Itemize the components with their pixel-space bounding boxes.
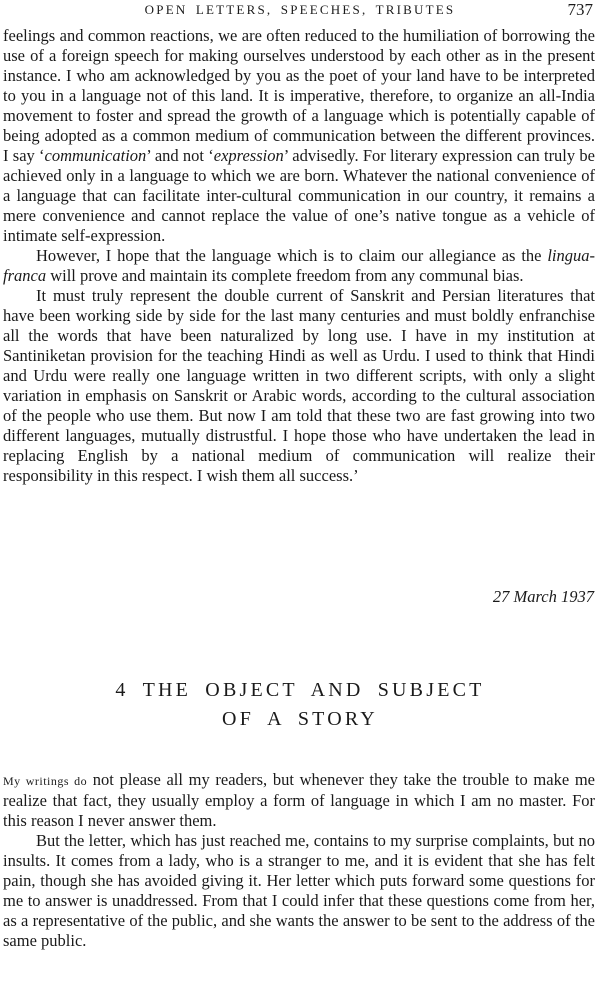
emphasis-expression: expression (213, 146, 284, 165)
letter-paragraph (3, 26, 595, 246)
paragraph-text: will prove and maintain its complete freedom from any communal bias. (46, 266, 524, 285)
chapter-title-text: THE OBJECT AND SUBJECT (142, 679, 485, 701)
emphasis-communication: communication (44, 146, 147, 165)
running-header (3, 1, 597, 19)
lead-in-small-caps: My writings do (3, 774, 88, 788)
chapter-number: 4 (115, 679, 129, 701)
paragraph-text: not please all my readers, but whenever they take the trouble to make me realize that fact, they usually employ a form of language in which I am no master. For this reason I never answer them. (3, 770, 595, 830)
chapter-paragraph (3, 770, 595, 831)
chapter-text-block (3, 770, 595, 951)
paragraph-text: ’ advisedly. For literary expression can truly be achieved only in a language to which we are born. Whatever the national convenience of a language that can facilitate inter-cultural communication in our country, it remains a mere convenience and cannot replace the value of one’s native tongue as a vehicle of intimate self-expression. (3, 146, 595, 245)
paragraph-text: However, I hope that the language which is to claim our allegiance as the (36, 246, 548, 265)
letter-paragraph (3, 246, 595, 286)
chapter-title-line-1 (0, 676, 600, 705)
letter-date: 27 March 1937 (492, 587, 594, 606)
paragraph-text: ’ and not ‘ (146, 146, 214, 165)
running-title: OPEN LETTERS, SPEECHES, TRIBUTES (144, 2, 456, 17)
page-number: 737 (567, 0, 593, 19)
chapter-heading (0, 676, 600, 734)
letter-paragraph: It must truly represent the double current of Sanskrit and Persian literatures that have been working side by side for the last many centuries and must boldly enfranchise all the words that have been naturalized by long use. I have in my institution at Santiniketan provision for the teaching Hindi as well as Urdu. I used to think that Hindi and Urdu were really one language written in two different scripts, with only a slight variation in emphasis on Sanskrit or Arabic words, according to the cultural association of the people who use them. But now I am told that these two are fast growing into two different languages, mutually distrustful. I hope those who have undertaken the lead in replacing English by a national medium of communication will realize their responsibility in this respect. I wish them all success.’ (3, 286, 595, 485)
letter-text-block (3, 26, 595, 486)
paragraph-text: feelings and common reactions, we are often reduced to the humiliation of borrowing the use of a foreign speech for making ourselves understood by each other as in the present instance. I who am acknowledged by you as the poet of your land have to be interpreted to you in a language not of this land. It is imperative, therefore, to organize an all-India movement to foster and spread the growth of a language which is potentially capable of being adopted as a common medium of communication between the different provinces. I say ‘ (3, 26, 595, 165)
emphasis-lingua-franca: lingua-franca (3, 246, 595, 285)
chapter-paragraph: But the letter, which has just reached me, contains to my surprise complaints, but no insults. It comes from a lady, who is a stranger to me, and it is evident that she has felt pain, though she has avoided giving it. Her letter which puts forward some questions for me to answer is unaddressed. From that I could infer that these questions come from her, as a representative of the public, and she wants the answer to be sent to the address of the same public. (3, 831, 595, 950)
chapter-title-line-2: OF A STORY (222, 708, 378, 730)
